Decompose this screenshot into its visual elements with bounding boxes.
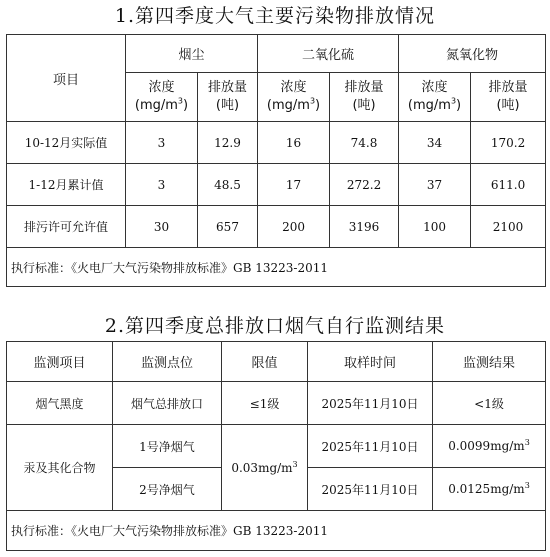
cell: 34 (399, 122, 471, 164)
header-conc-dust: 浓度 $(mg/m^3)$ (126, 73, 198, 122)
header-conc-nox: 浓度 $(mg/m^3)$ (399, 73, 471, 122)
section1-title: 1.第四季度大气主要污染物排放情况 (114, 5, 436, 27)
table-row (7, 164, 546, 206)
header-emission-nox: 排放量 (吨) (471, 73, 546, 122)
header-nox: 氮氧化物 (399, 35, 546, 73)
result-value: $0.0125mg/m^3$ (433, 468, 546, 511)
cell: 611.0 (471, 164, 546, 206)
emissions-table (6, 34, 546, 287)
sample-time: 2025年11月10日 (308, 425, 433, 468)
row-label: 1-12月累计值 (7, 164, 126, 206)
header-dust: 烟尘 (126, 35, 258, 73)
cell: 2100 (471, 206, 546, 248)
cell: 170.2 (471, 122, 546, 164)
table-row (7, 425, 546, 468)
header-limit: 限值 (222, 342, 308, 382)
header-monitor-item: 监测项目 (7, 342, 113, 382)
monitor-item: 汞及其化合物 (7, 425, 113, 511)
header-monitor-point: 监测点位 (113, 342, 222, 382)
row-label: 排污许可允许值 (7, 206, 126, 248)
sample-time: 2025年11月10日 (308, 382, 433, 425)
table-row (7, 206, 546, 248)
standard-note: 执行标准：《火电厂大气污染物排放标准》GB 13223-2011 (7, 248, 546, 287)
cell: 3 (126, 122, 198, 164)
header-so2: 二氧化硫 (258, 35, 399, 73)
header-sample-time: 取样时间 (308, 342, 433, 382)
header-result: 监测结果 (433, 342, 546, 382)
cell: 272.2 (330, 164, 399, 206)
cell: 3196 (330, 206, 399, 248)
monitor-point: 烟气总排放口 (113, 382, 222, 425)
result-value: <1级 (433, 382, 546, 425)
table-row (7, 382, 546, 425)
cell: 17 (258, 164, 330, 206)
cell: 3 (126, 164, 198, 206)
standard-note: 执行标准：《火电厂大气污染物排放标准》GB 13223-2011 (7, 511, 546, 551)
table-row (7, 122, 546, 164)
cell: 30 (126, 206, 198, 248)
cell: 48.5 (198, 164, 258, 206)
monitor-item: 烟气黑度 (7, 382, 113, 425)
monitor-point: 1号净烟气 (113, 425, 222, 468)
row-label: 10-12月实际值 (7, 122, 126, 164)
cell: 12.9 (198, 122, 258, 164)
monitoring-table (6, 341, 546, 551)
sample-time: 2025年11月10日 (308, 468, 433, 511)
header-emission-so2: 排放量 (吨) (330, 73, 399, 122)
limit-value: ≤1级 (222, 382, 308, 425)
monitor-point: 2号净烟气 (113, 468, 222, 511)
cell: 16 (258, 122, 330, 164)
header-emission-dust: 排放量 (吨) (198, 73, 258, 122)
cell: 74.8 (330, 122, 399, 164)
limit-value: $0.03mg/m^3$ (222, 425, 308, 511)
cell: 200 (258, 206, 330, 248)
cell: 37 (399, 164, 471, 206)
section2-title: 2.第四季度总排放口烟气自行监测结果 (104, 315, 446, 337)
header-item: 项目 (7, 35, 126, 122)
header-conc-so2: 浓度 $(mg/m^3)$ (258, 73, 330, 122)
cell: 657 (198, 206, 258, 248)
result-value: $0.0099mg/m^3$ (433, 425, 546, 468)
cell: 100 (399, 206, 471, 248)
